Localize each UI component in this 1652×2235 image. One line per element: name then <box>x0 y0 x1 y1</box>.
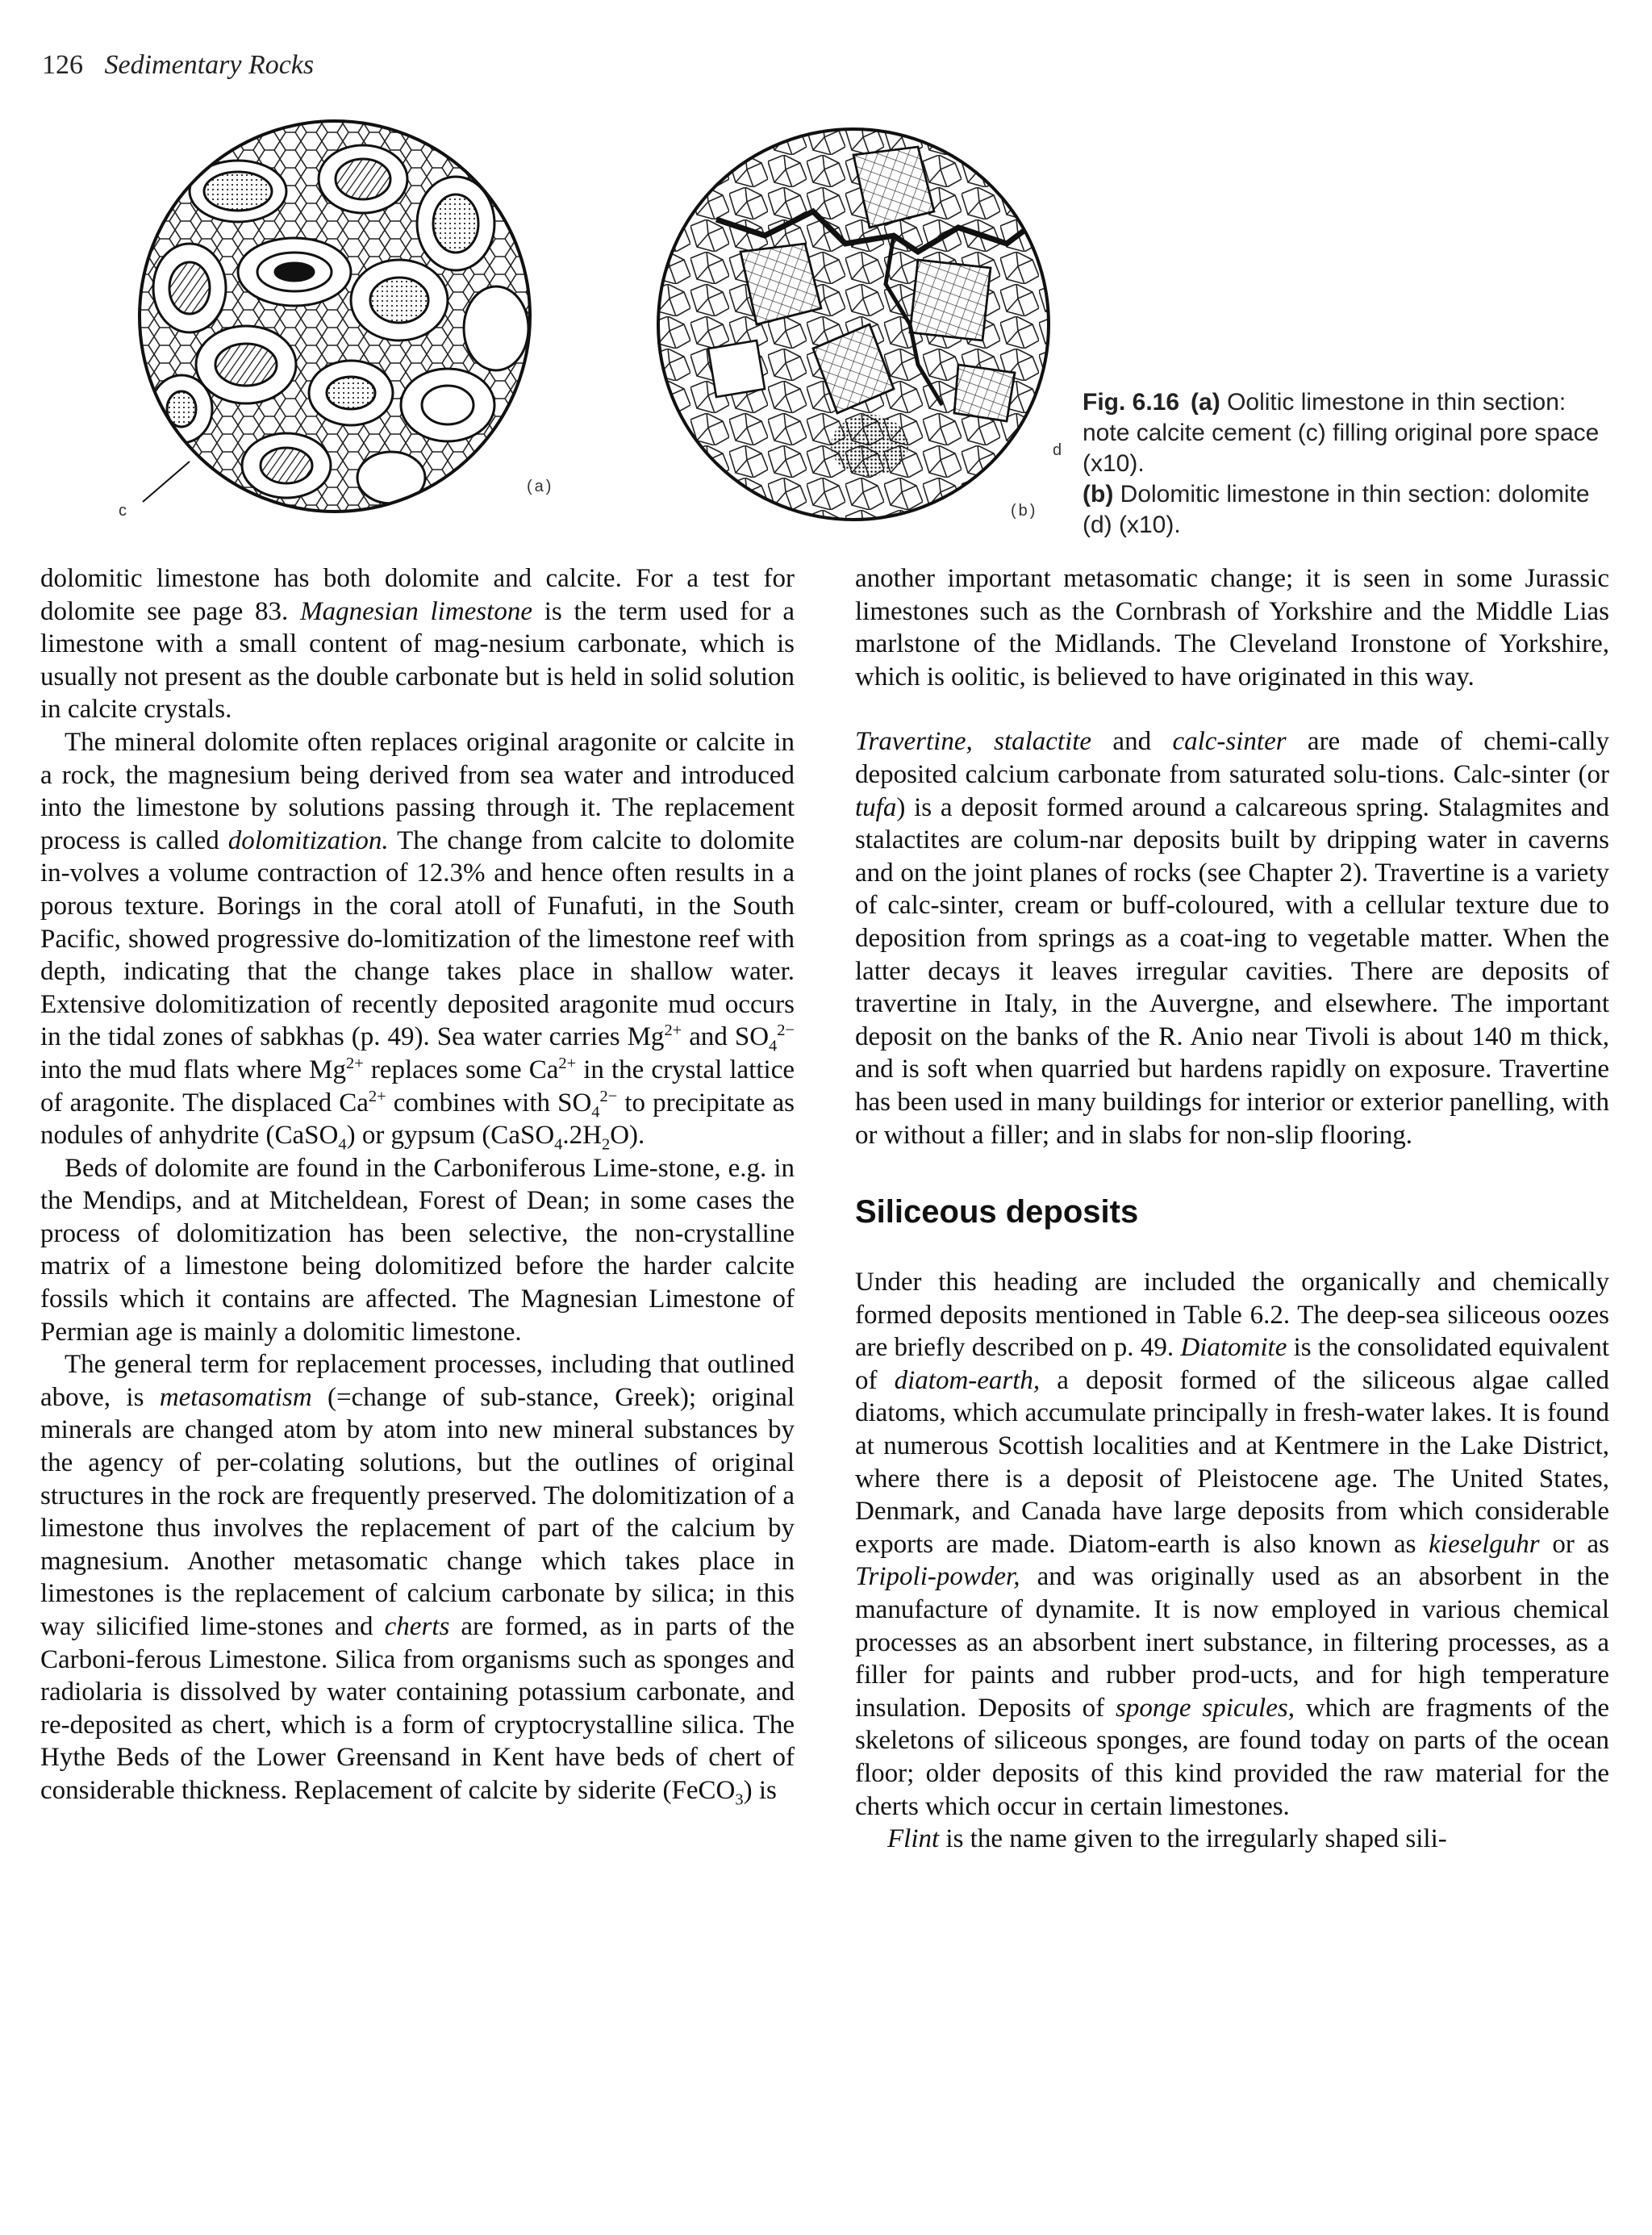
term: tufa <box>855 792 897 822</box>
paragraph <box>40 562 795 726</box>
term: cherts <box>384 1612 450 1641</box>
caption-b-marker: (b) <box>1083 481 1114 508</box>
text-run: is the name given to the irregularly shaped sili- <box>939 1824 1447 1854</box>
figure-number: Fig. 6.16 <box>1083 389 1180 416</box>
term: diatom-earth, <box>894 1365 1041 1395</box>
superscript: 2+ <box>368 1087 386 1105</box>
oolitic-limestone-drawing <box>133 115 536 518</box>
superscript: 2+ <box>664 1021 682 1040</box>
text-run: Under this heading are included the organically and chemically formed deposits mentioned in Table 6.2. The deep-sea siliceous oozes are briefly described on p. 49. <box>855 1268 1609 1363</box>
subscript: 2 <box>601 1135 611 1154</box>
caption-a-text: Oolitic limestone in thin section: note calcite cement (c) filling original pore space (x10). <box>1083 389 1600 477</box>
text-run: which are fragments of the skeletons of siliceous sponges, are found today on parts of the ocean floor; older deposits of this kind provided the raw material for the cherts which occur in certain limestones. <box>855 1693 1610 1821</box>
term: dolomitization. <box>227 825 389 855</box>
figure-a-oolitic-limestone <box>119 115 554 522</box>
caption-a-marker: (a) <box>1191 389 1220 416</box>
subscript: 3 <box>735 1790 744 1809</box>
dolomitic-limestone-drawing <box>652 123 1055 526</box>
text-run: and was originally used as an absorbent in the manufacture of dynamite. It is now employed in various chemical processes as an absorbent inert substance, in filtering processes, as a filler for paints and rubber prod-ucts, and for high temperature insulation. Deposits of <box>855 1562 1609 1723</box>
paragraph <box>855 1823 1609 1856</box>
text-run: dolomitic limestone has both dolomite and calcite. For a test for dolomite see page 83. <box>40 564 795 626</box>
text-run: combines with SO <box>386 1088 592 1118</box>
term: Flint <box>887 1824 940 1854</box>
text-run: .2H <box>562 1121 602 1151</box>
page-number: 126 <box>42 50 83 80</box>
figure-b-label-d: d <box>1053 441 1065 459</box>
text-run: is the consolidated equivalent of <box>855 1333 1610 1395</box>
text-run: The mineral dolomite often replaces original aragonite or calcite in a rock, the magnesium being derived from sea water and introduced into the limestone by solutions passing through it. The replacement process is called <box>40 727 795 855</box>
term: Diatomite <box>1180 1333 1287 1363</box>
paragraph <box>40 1348 795 1807</box>
text-run: a deposit formed of the siliceous algae called diatoms, which accumulate principally in fresh-water lakes. It is found at numerous Scottish localities and at Kentmere in the Lake District, where there is a deposit of Pleistocene age. The United States, Denmark, and Canada have large deposits from which considerable exports are made. Diatom-earth is also known as <box>855 1365 1609 1559</box>
superscript: 2− <box>599 1087 618 1105</box>
term: Tripoli-powder, <box>855 1562 1020 1592</box>
superscript: 2+ <box>345 1054 364 1072</box>
figure-a-label: (a) <box>527 478 554 495</box>
text-run: replaces some Ca <box>363 1055 559 1084</box>
running-title: Sedimentary Rocks <box>104 50 315 80</box>
paragraph <box>40 726 795 1152</box>
term: Magnesian limestone <box>300 596 532 626</box>
term: Travertine, stalactite <box>855 727 1092 757</box>
superscript: 2− <box>777 1021 795 1040</box>
term: sponge spicules, <box>1116 1693 1295 1723</box>
subscript: 4 <box>769 1037 778 1055</box>
term: kieselguhr <box>1429 1529 1540 1559</box>
text-run: in the crystal lattice of aragonite. The displaced Ca <box>40 1055 795 1118</box>
figure-b-label: (b) <box>1011 502 1038 520</box>
running-head <box>42 50 314 81</box>
term: calc-sinter <box>1172 727 1287 757</box>
subscript: 4 <box>554 1135 563 1154</box>
text-run: are formed, as in parts of the Carboni-ferous Limestone. Silica from organisms such as sponges and radiolaria is dissolved by water containing potassium carbonate, and re-deposited as chert, which is a form of cryptocrystalline silica. The Hythe Beds of the Lower Greensand in Kent have beds of chert of considerable thickness. Replacement of calcite by siderite (FeCO <box>40 1612 795 1805</box>
text-run: The change from calcite to dolomite in-volves a volume contraction of 12.3% and hence often results in a porous texture. Borings in the coral atoll of Funafuti, in the South Pacific, showed progressive do-lomitization of the limestone reef with depth, indicating that the change takes place in shallow water. Extensive dolomitization of recently deposited aragonite mud occurs in the tidal zones of sabkhas (p. 49). Sea water carries Mg <box>40 825 795 1052</box>
paragraph: Beds of dolomite are found in the Carboniferous Lime-stone, e.g. in the Mendips, and at Mitcheldean, Forest of Dean; in some cases the process of dolomitization has been selective, the non-crystalline matrix of a limestone being dolomitized before the harder calcite fossils which it contains are affected. The Magnesian Limestone of Permian age is mainly a dolomitic limestone. <box>40 1153 795 1347</box>
paragraph: another important metasomatic change; it is seen in some Jurassic limestones such as the Cornbrash of Yorkshire and the Middle Lias marlstone of the Midlands. The Cleveland Ironstone of Yorkshire, which is oolitic, is believed to have originated in this way. <box>855 564 1609 691</box>
text-run: ) or gypsum (CaSO <box>346 1121 555 1151</box>
text-run: ) is <box>743 1775 777 1805</box>
paragraph <box>855 725 1609 1151</box>
right-column <box>855 562 1609 1856</box>
text-run: is the term used for a limestone with a small content of mag-nesium carbonate, which is usually not present as the double carbonate but is held in solid solution in calcite crystals. <box>40 596 795 725</box>
left-column <box>40 562 795 1807</box>
text-run: and SO <box>682 1022 770 1052</box>
text-run: O). <box>610 1121 645 1151</box>
caption-b-text: Dolomitic limestone in thin section: dolomite (d) (x10). <box>1083 481 1590 538</box>
text-run: and <box>1091 727 1173 757</box>
figure-caption <box>1083 387 1607 541</box>
text-run: to precipitate as nodules of anhydrite (CaSO <box>40 1088 795 1151</box>
text-run: ) is a deposit formed around a calcareous spring. Stalagmites and stalactites are colum-nar deposits built by dripping water in caverns and on the joint planes of rocks (see Chapter 2). Travertine is a variety of calc-sinter, cream or buff-coloured, with a cellular texture due to deposition from springs as a coat-ing to vegetable matter. When the latter decays it leaves irregular cavities. There are deposits of travertine in Italy, in the Auvergne, and elsewhere. The important deposit on the banks of the R. Anio near Tivoli is about 140 m thick, and is soft when quarried but hardens rapidly on exposure. Travertine has been used in many buildings for interior or exterior panelling, with or without a filler; and in slabs for non-slip flooring. <box>855 792 1609 1150</box>
text-run: are made of chemi-cally deposited calcium carbonate from saturated solu-tions. Calc-sinter (or <box>855 727 1609 789</box>
text-run: (=change of sub-stance, Greek); original minerals are changed atom by atom into new mineral substances by the agency of per-colating solutions, but the outlines of original structures in the rock are frequently preserved. The dolomitization of a limestone thus involves the replacement of part of the calcium by magnesium. Another metasomatic change which takes place in limestones is the replacement of calcium carbonate by silica; in this way silicified lime-stones and <box>40 1382 795 1641</box>
figure-b-dolomitic-limestone <box>652 123 1065 530</box>
figure-a-label-c: c <box>119 502 129 520</box>
paragraph <box>855 1266 1609 1823</box>
text-run: into the mud flats where Mg <box>40 1055 346 1084</box>
section-heading: Siliceous deposits <box>855 1194 1139 1230</box>
superscript: 2+ <box>558 1054 577 1072</box>
text-run: or as <box>1539 1529 1610 1559</box>
subscript: 4 <box>338 1135 347 1154</box>
subscript: 4 <box>591 1103 600 1122</box>
text-run: The general term for replacement processes, including that outlined above, is <box>40 1350 795 1412</box>
term: metasomatism <box>159 1382 312 1412</box>
